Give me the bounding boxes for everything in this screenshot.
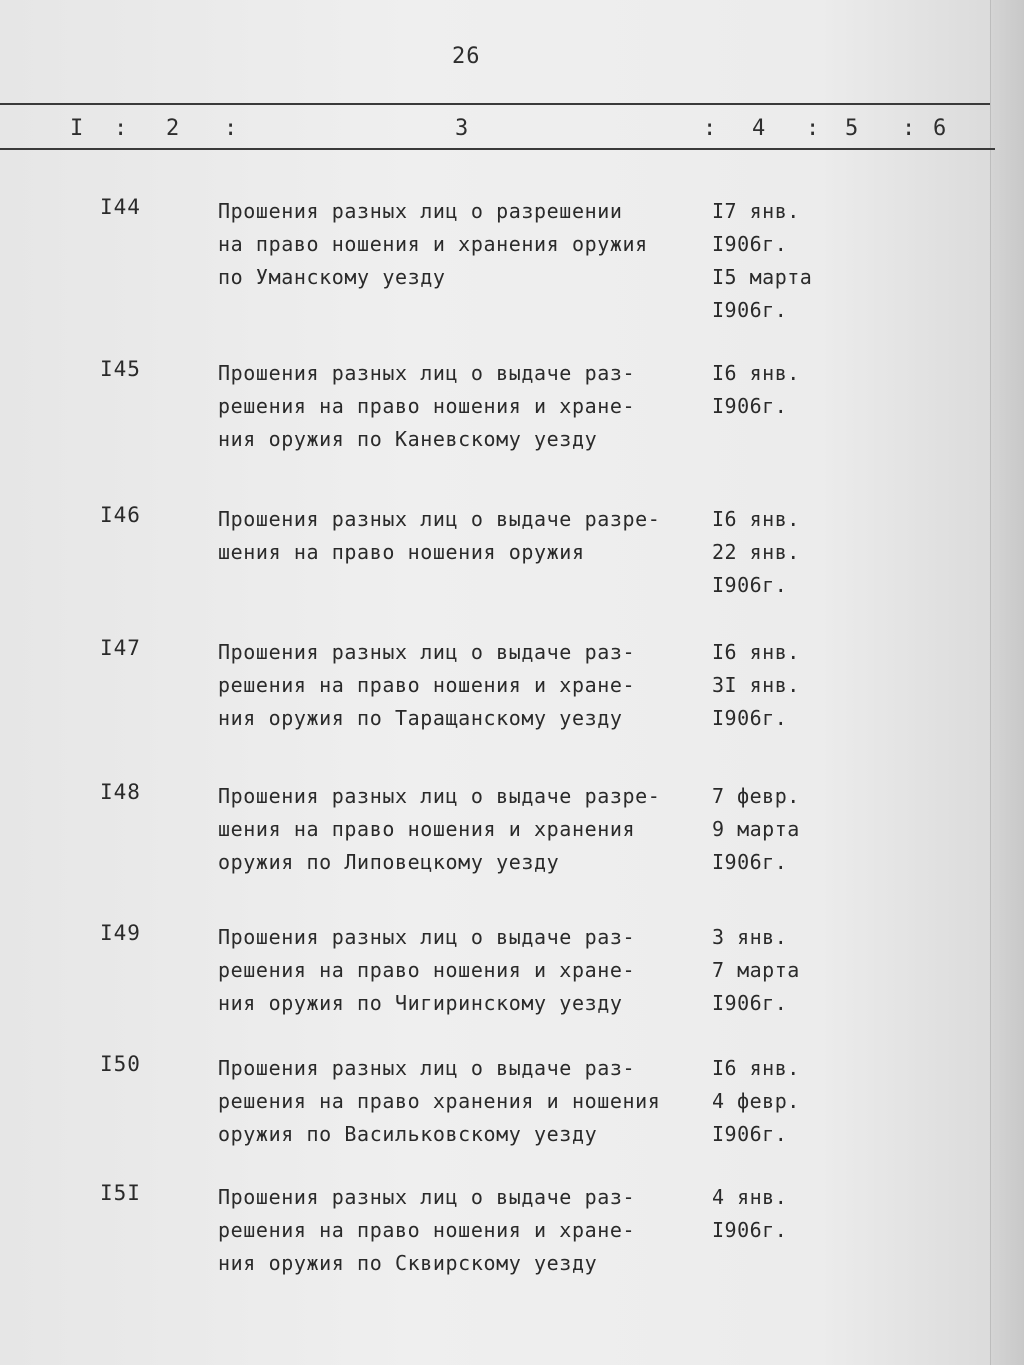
title-line: ния оружия по Таращанскому уезду — [218, 706, 623, 730]
entry-number: I46 — [100, 503, 141, 527]
header-top-rule — [0, 103, 990, 105]
entry-number: I49 — [100, 921, 141, 945]
date-line: I5 марта — [712, 265, 813, 289]
title-line: Прошения разных лиц о выдаче раз- — [218, 640, 636, 664]
entry-title — [218, 921, 708, 1020]
entry-title — [218, 1052, 708, 1151]
date-line: 7 февр. — [712, 784, 800, 808]
entry-dates — [712, 357, 832, 423]
date-line: 22 янв. — [712, 540, 800, 564]
entry-dates — [712, 636, 832, 735]
date-line: 4 янв. — [712, 1185, 788, 1209]
title-line: на право ношения и хранения оружия — [218, 232, 648, 256]
date-line: 9 марта — [712, 817, 800, 841]
title-line: решения на право ношения и хране- — [218, 394, 636, 418]
title-line: ния оружия по Чигиринскому уезду — [218, 991, 623, 1015]
date-line: I906г. — [712, 298, 788, 322]
date-line: 7 марта — [712, 958, 800, 982]
entry-dates — [712, 1052, 832, 1151]
column-4-heading: 4 — [752, 116, 766, 141]
title-line: оружия по Липовецкому уезду — [218, 850, 560, 874]
date-line: I906г. — [712, 232, 788, 256]
date-line: I906г. — [712, 706, 788, 730]
entry-title — [218, 195, 708, 294]
page-number: 26 — [452, 44, 481, 69]
date-line: I6 янв. — [712, 507, 800, 531]
title-line: Прошения разных лиц о выдаче раз- — [218, 1185, 636, 1209]
title-line: решения на право ношения и хране- — [218, 673, 636, 697]
title-line: по Уманскому уезду — [218, 265, 446, 289]
title-line: Прошения разных лиц о выдаче разре- — [218, 784, 661, 808]
date-line: I906г. — [712, 850, 788, 874]
title-line: Прошения разных лиц о выдаче раз- — [218, 361, 636, 385]
entry-dates — [712, 1181, 832, 1247]
column-1-heading: I — [70, 116, 84, 141]
date-line: 3I янв. — [712, 673, 800, 697]
title-line: оружия по Васильковскому уезду — [218, 1122, 598, 1146]
column-3-heading: 3 — [455, 116, 469, 141]
entry-dates — [712, 921, 832, 1020]
entry-number: I44 — [100, 195, 141, 219]
entry-number: I5I — [100, 1181, 141, 1205]
title-line: шения на право ношения оружия — [218, 540, 585, 564]
title-line: ния оружия по Каневскому уезду — [218, 427, 598, 451]
date-line: I906г. — [712, 1122, 788, 1146]
column-2-heading: 2 — [166, 116, 180, 141]
title-line: Прошения разных лиц о выдаче раз- — [218, 1056, 636, 1080]
entry-dates — [712, 503, 832, 602]
entry-number: I45 — [100, 357, 141, 381]
entry-number: I50 — [100, 1052, 141, 1076]
page-edge — [990, 0, 1024, 1365]
date-line: 4 февр. — [712, 1089, 800, 1113]
column-separator: : — [224, 116, 238, 141]
title-line: Прошения разных лиц о выдаче раз- — [218, 925, 636, 949]
column-separator: : — [902, 116, 916, 141]
entry-title — [218, 503, 708, 569]
title-line: решения на право ношения и хране- — [218, 958, 636, 982]
column-separator: : — [806, 116, 820, 141]
entry-title — [218, 1181, 708, 1280]
column-separator: : — [114, 116, 128, 141]
date-line: I906г. — [712, 991, 788, 1015]
entry-title — [218, 780, 708, 879]
date-line: I906г. — [712, 1218, 788, 1242]
date-line: 3 янв. — [712, 925, 788, 949]
entry-number: I48 — [100, 780, 141, 804]
column-separator: : — [703, 116, 717, 141]
title-line: решения на право ношения и хране- — [218, 1218, 636, 1242]
date-line: I7 янв. — [712, 199, 800, 223]
entry-number: I47 — [100, 636, 141, 660]
date-line: I6 янв. — [712, 361, 800, 385]
entry-dates — [712, 780, 832, 879]
column-6-heading: 6 — [933, 116, 947, 141]
date-line: I906г. — [712, 573, 788, 597]
column-5-heading: 5 — [845, 116, 859, 141]
title-line: шения на право ношения и хранения — [218, 817, 636, 841]
entry-title — [218, 357, 708, 456]
date-line: I906г. — [712, 394, 788, 418]
title-line: Прошения разных лиц о выдаче разре- — [218, 507, 661, 531]
title-line: ния оружия по Сквирскому уезду — [218, 1251, 598, 1275]
entry-dates — [712, 195, 832, 327]
header-bottom-rule — [0, 148, 995, 150]
entry-title — [218, 636, 708, 735]
title-line: решения на право хранения и ношения — [218, 1089, 661, 1113]
title-line: Прошения разных лиц о разрешении — [218, 199, 623, 223]
date-line: I6 янв. — [712, 640, 800, 664]
date-line: I6 янв. — [712, 1056, 800, 1080]
